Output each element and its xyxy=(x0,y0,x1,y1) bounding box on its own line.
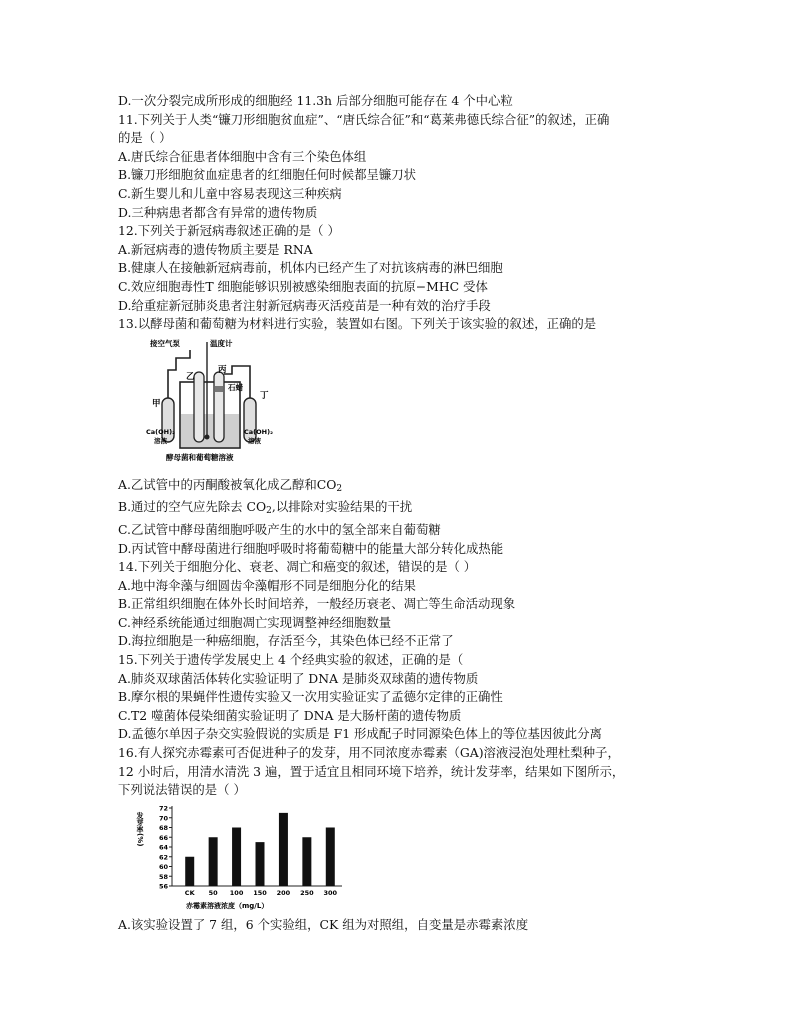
chart-bar xyxy=(185,857,194,886)
y-tick-label: 70 xyxy=(158,814,168,823)
y-tick-label: 60 xyxy=(158,862,168,871)
x-tick-label: 300 xyxy=(323,888,338,897)
chart-bar xyxy=(302,837,311,886)
x-tick-label: 50 xyxy=(208,888,218,897)
text-line: C.新生婴儿和儿童中容易表现这三种疾病 xyxy=(118,185,342,201)
tube-jia-label: 甲 xyxy=(152,398,161,409)
x-tick-label: 100 xyxy=(229,888,244,897)
yeast-apparatus-diagram xyxy=(146,336,274,470)
germination-bar-chart xyxy=(136,802,348,914)
q13-option-b-tail: ,以排除对实验结果的干扰 xyxy=(271,499,413,515)
tube-yi-label: 乙 xyxy=(186,371,195,382)
text-line: 12.下列关于新冠病毒叙述正确的是（ ） xyxy=(118,223,340,239)
y-axis-title: 发芽率(%) xyxy=(136,811,144,847)
question-block-after-figure xyxy=(118,916,698,935)
text-line: D.三种病患者都含有异常的遗传物质 xyxy=(118,204,318,220)
x-tick-label: 150 xyxy=(253,888,267,897)
tube-bing-label: 丙 xyxy=(218,364,227,375)
chart-bar xyxy=(256,842,265,886)
yeast-apparatus-figure xyxy=(146,336,274,470)
chart-bar xyxy=(209,837,218,886)
text-line: C.乙试管中酵母菌细胞呼吸产生的水中的氢全部来自葡萄糖 xyxy=(118,521,441,537)
text-line: B.正常组织细胞在体外长时间培养，一般经历衰老、凋亡等生命活动现象 xyxy=(118,596,516,612)
chart-bar xyxy=(326,827,335,886)
y-tick-label: 68 xyxy=(158,823,168,832)
thermometer-label: 温度计 xyxy=(210,338,233,348)
q13-option-b xyxy=(118,498,698,521)
text-line: A.肺炎双球菌活体转化实验证明了 DNA 是肺炎双球菌的遗传物质 xyxy=(118,670,479,686)
x-tick-label: 250 xyxy=(300,888,314,897)
y-tick-label: 56 xyxy=(158,882,168,891)
text-line: 11.下列关于人类“镰刀形细胞贫血症”、“唐氏综合征”和“葛莱弗德氏综合征”的叙述，正确 xyxy=(118,111,610,127)
text-line: A.该实验设置了 7 组，6 个实验组，CK 组为对照组，自变量是赤霉素浓度 xyxy=(118,916,529,932)
caoh-right-label: Ca(OH)₂ xyxy=(244,427,273,436)
text-line: 13.以酵母菌和葡萄糖为材料进行实验，装置如右图。下列关于该实验的叙述，正确的是 xyxy=(118,316,597,332)
subscript: 2 xyxy=(336,483,343,494)
text-line: A.唐氏综合征患者体细胞中含有三个染色体组 xyxy=(118,148,367,164)
y-tick-label: 62 xyxy=(158,853,168,862)
subscript: 2 xyxy=(266,506,272,517)
text-line: A.新冠病毒的遗传物质主要是 RNA xyxy=(118,241,313,257)
text-line: B.镰刀形细胞贫血症患者的红细胞任何时候都呈镰刀状 xyxy=(118,167,417,183)
chart-bar xyxy=(279,813,288,886)
air-pump-label: 接空气泵 xyxy=(150,338,180,348)
germination-chart-figure xyxy=(136,802,348,914)
text-line: D.孟德尔单因子杂交实验假说的实质是 F1 形成配子时同源染色体上的等位基因彼此分离 xyxy=(118,726,602,742)
question-block-between xyxy=(118,521,698,800)
text-line: 的是（ ） xyxy=(118,130,172,146)
chart-bar xyxy=(232,827,241,886)
text-line: 下列说法错误的是（ ） xyxy=(118,782,246,798)
solution-left-label: 溶液 xyxy=(154,436,167,445)
x-tick-label: 200 xyxy=(276,888,291,897)
text-line: 16.有人探究赤霉素可否促进种子的发芽，用不同浓度赤霉素（GA)溶液浸泡处理杜梨种子， xyxy=(118,745,620,761)
text-line: B.健康人在接触新冠病毒前，机体内已经产生了对抗该病毒的淋巴细胞 xyxy=(118,260,503,276)
document-page xyxy=(118,92,698,934)
y-tick-label: 66 xyxy=(158,833,168,842)
text-line: B.摩尔根的果蝇伴性遗传实验又一次用实验证实了孟德尔定律的正确性 xyxy=(118,689,503,705)
y-tick-label: 58 xyxy=(158,872,168,881)
solution-right-label: 溶液 xyxy=(248,436,261,445)
caoh-left-label: Ca(OH)₂ xyxy=(146,427,175,436)
text-line: 12 小时后，用清水清洗 3 遍，置于适宜且相同环境下培养，统计发芽率，结果如下图所示， xyxy=(118,763,625,779)
yeast-solution-label: 酵母菌和葡萄糖溶液 xyxy=(166,452,234,462)
y-tick-label: 72 xyxy=(158,804,168,813)
paraffin-label: 石蜡 xyxy=(228,382,243,392)
tube-ding-label: 丁 xyxy=(260,390,269,401)
q13-option-b-text: B.通过的空气应先除去 CO xyxy=(118,499,267,515)
q13-option-a xyxy=(118,476,698,499)
q13-option-a-text: A.乙试管中的丙酮酸被氧化成乙醇和CO xyxy=(118,476,337,492)
x-axis-title: 赤霉素溶液浓度（mg/L） xyxy=(186,901,269,910)
text-line: C.效应细胞毒性T 细胞能够识别被感染细胞表面的抗原−MHC 受体 xyxy=(118,278,488,294)
text-line: D.海拉细胞是一种癌细胞，存活至今，其染色体已经不正常了 xyxy=(118,633,454,649)
text-line: 15.下列关于遗传学发展史上 4 个经典实验的叙述，正确的是（ xyxy=(118,652,464,668)
y-tick-label: 64 xyxy=(158,843,168,852)
text-line: 14.下列关于细胞分化、衰老、凋亡和癌变的叙述，错误的是（ ） xyxy=(118,559,477,575)
x-tick-label: CK xyxy=(184,888,195,897)
text-line: C.T2 噬菌体侵染细菌实验证明了 DNA 是大肠杆菌的遗传物质 xyxy=(118,707,462,723)
text-line: D.给重症新冠肺炎患者注射新冠病毒灭活疫苗是一种有效的治疗手段 xyxy=(118,297,491,313)
text-line: D.一次分裂完成所形成的细胞经 11.3h 后部分细胞可能存在 4 个中心粒 xyxy=(118,93,513,108)
text-line: C.神经系统能通过细胞凋亡实现调整神经细胞数量 xyxy=(118,614,392,630)
text-line: A.地中海伞藻与细圆齿伞藻帽形不同是细胞分化的结果 xyxy=(118,577,416,593)
question-block-before-figure xyxy=(118,92,698,334)
text-line: D.丙试管中酵母菌进行细胞呼吸时将葡萄糖中的能量大部分转化成热能 xyxy=(118,540,504,556)
